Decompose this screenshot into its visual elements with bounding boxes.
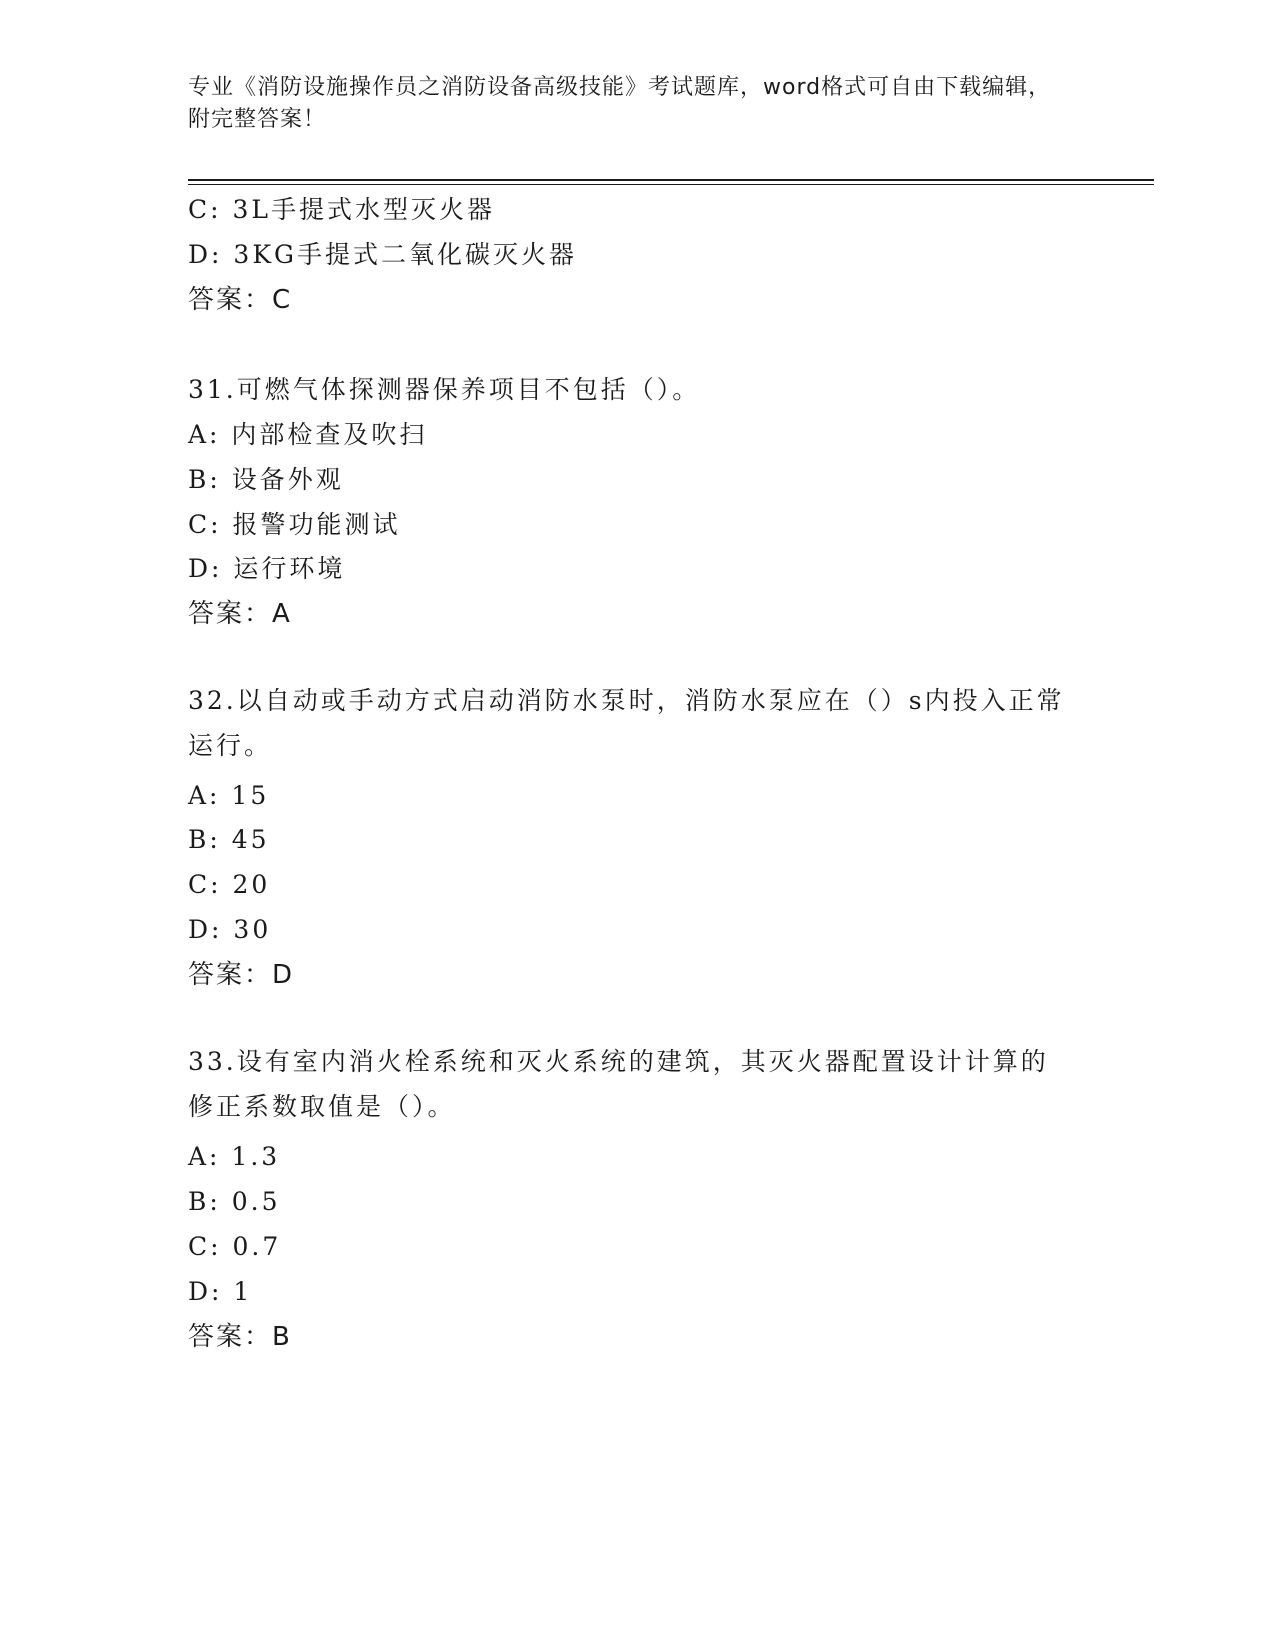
question-31-option-c: C: 报警功能测试 — [188, 510, 401, 539]
option-c: C: 3L手提式水型灭火器 — [188, 195, 496, 224]
question-31-option-b: B: 设备外观 — [188, 465, 344, 494]
question-32-option-a: A: 15 — [188, 781, 270, 810]
question-33-option-c: C: 0.7 — [188, 1232, 282, 1261]
answer-line: 答案：C — [188, 285, 293, 315]
header-rule-thin — [188, 184, 1154, 185]
question-33-option-a: A: 1.3 — [188, 1142, 281, 1171]
question-33-answer: 答案：B — [188, 1322, 292, 1352]
question-31-stem: 31.可燃气体探测器保养项目不包括（）。 — [188, 375, 701, 404]
question-31-answer: 答案：A — [188, 599, 292, 629]
question-32-option-c: C: 20 — [188, 870, 271, 899]
question-31-option-a: A: 内部检查及吹扫 — [188, 420, 428, 449]
question-32-answer: 答案：D — [188, 960, 295, 990]
question-33-option-b: B: 0.5 — [188, 1187, 281, 1216]
option-d: D: 3KG手提式二氧化碳灭火器 — [188, 240, 577, 269]
header-rule-thick — [188, 179, 1154, 181]
question-33-option-d: D: 1 — [188, 1277, 253, 1306]
question-31-option-d: D: 运行环境 — [188, 554, 346, 583]
question-33-stem: 33.设有室内消火栓系统和灭火系统的建筑，其灭火器配置设计计算的修正系数取值是（）。 — [188, 1047, 1049, 1121]
question-32-stem: 32.以自动或手动方式启动消防水泵时，消防水泵应在（）s内投入正常运行。 — [188, 686, 1065, 760]
document-header: 专业《消防设施操作员之消防设备高级技能》考试题库，word格式可自由下载编辑，附完整答案！ — [188, 75, 1052, 132]
question-32-option-b: B: 45 — [188, 825, 270, 854]
question-32-option-d: D: 30 — [188, 915, 272, 944]
